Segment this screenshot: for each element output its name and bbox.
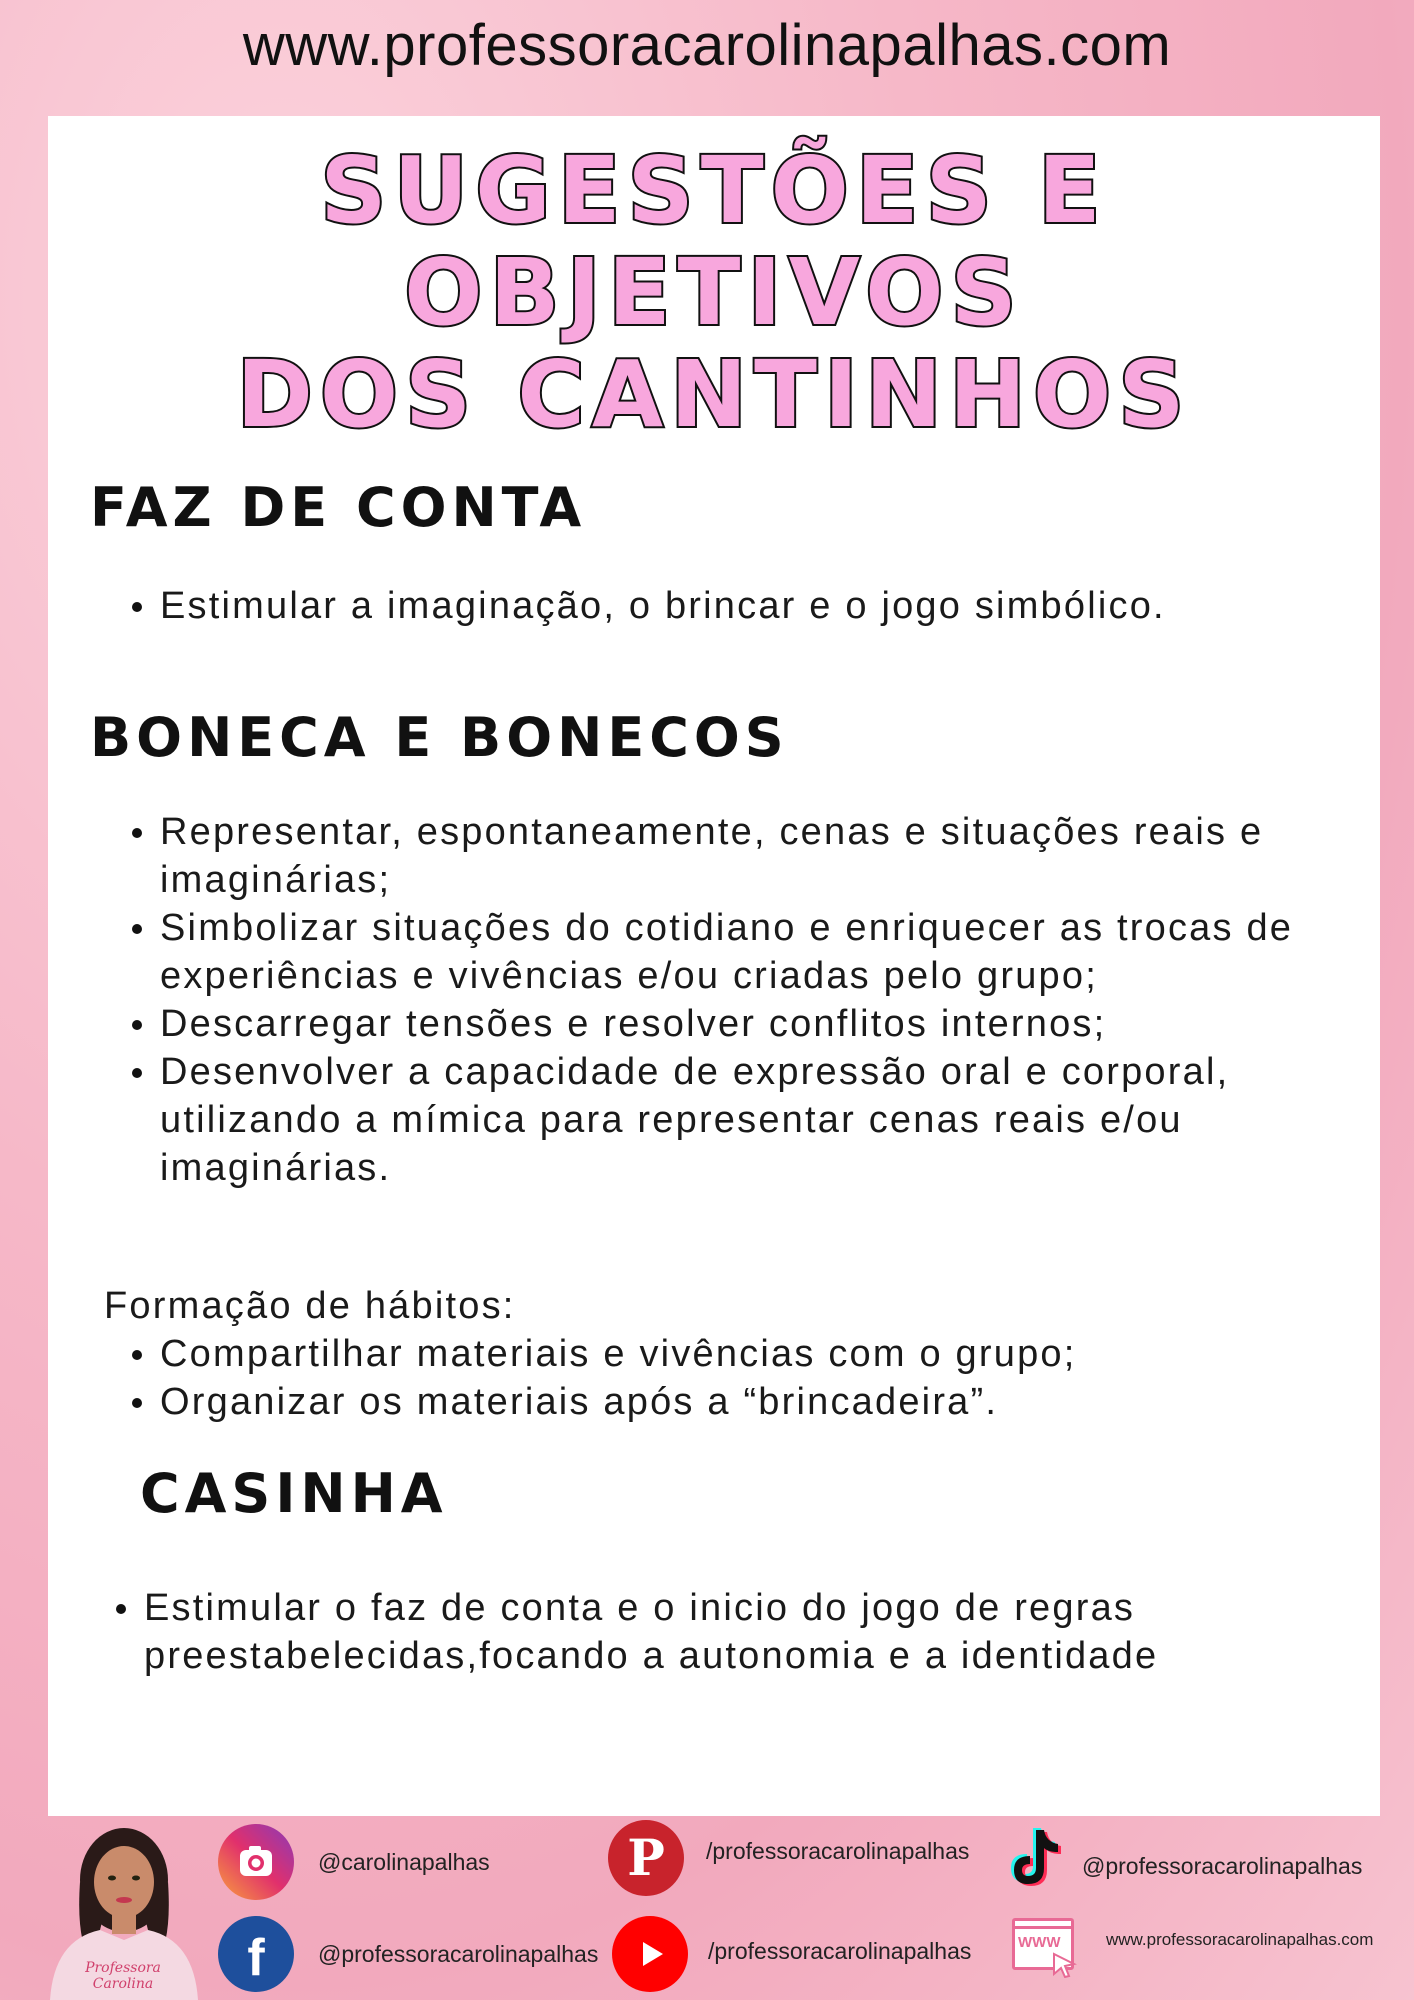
instagram-handle: @carolinapalhas <box>318 1848 490 1875</box>
list-item: Estimular a imaginação, o brincar e o jogo simbólico. <box>102 582 1302 630</box>
list-item: Organizar os materiais após a “brincadeira”. <box>102 1378 1302 1426</box>
content-card <box>48 116 1380 1816</box>
website-icon-text: WWW <box>1018 1934 1061 1951</box>
list-casinha <box>86 1584 1346 1680</box>
facebook-link[interactable] <box>218 1916 598 1992</box>
youtube-icon <box>612 1916 688 1992</box>
tiktok-link[interactable] <box>1000 1820 1362 1896</box>
habits-label: Formação de hábitos: <box>104 1285 516 1327</box>
list-item: Simbolizar situações do cotidiano e enriquecer as trocas de experiências e vivências e/ou criadas pelo grupo; <box>102 904 1342 1000</box>
heading-bonecas: BONECA E BONECOS <box>90 706 789 769</box>
heading-faz-de-conta: FAZ DE CONTA <box>90 476 587 539</box>
facebook-handle: @professoracarolinapalhas <box>318 1940 599 1967</box>
instagram-link[interactable] <box>218 1824 490 1900</box>
pinterest-handle: /professoracarolinapalhas <box>706 1837 970 1864</box>
list-faz-de-conta <box>102 582 1302 630</box>
avatar-shirt-text: Professora Carolina <box>85 1960 161 1992</box>
list-habits <box>102 1330 1302 1426</box>
avatar <box>40 1822 208 2000</box>
youtube-handle: /professoracarolinapalhas <box>708 1937 972 1964</box>
pinterest-icon: P <box>608 1820 684 1896</box>
list-item: Descarregar tensões e resolver conflitos internos; <box>102 1000 1342 1048</box>
list-item: Compartilhar materiais e vivências com o grupo; <box>102 1330 1302 1378</box>
instagram-icon <box>218 1824 294 1900</box>
list-item: Desenvolver a capacidade de expressão oral e corporal, utilizando a mímica para representar cenas reais e/ou imaginárias. <box>102 1048 1342 1192</box>
list-item: Estimular o faz de conta e o inicio do jogo de regras preestabelecidas,focando a autonomia e a identidade <box>86 1584 1346 1680</box>
footer <box>0 1816 1414 2000</box>
website-url: www.professoracarolinapalhas.com <box>1106 1930 1374 1949</box>
list-item: Representar, espontaneamente, cenas e situações reais e imaginárias; <box>102 808 1342 904</box>
title-line-1: SUGESTÕES E OBJETIVOS <box>320 137 1108 346</box>
website-icon <box>1010 1914 1074 1978</box>
list-bonecas <box>102 808 1342 1192</box>
tiktok-icon <box>1000 1820 1068 1896</box>
page-title <box>48 137 1380 448</box>
tiktok-handle: @professoracarolinapalhas <box>1082 1852 1363 1879</box>
title-line-2: DOS CANTINHOS <box>236 341 1192 448</box>
website-link[interactable] <box>1010 1914 1373 1978</box>
youtube-link[interactable] <box>612 1916 971 1992</box>
facebook-icon: f <box>218 1916 294 1992</box>
pinterest-link[interactable] <box>608 1820 969 1896</box>
heading-casinha: CASINHA <box>140 1462 448 1525</box>
site-url[interactable]: www.professoracarolinapalhas.com <box>242 13 1172 78</box>
